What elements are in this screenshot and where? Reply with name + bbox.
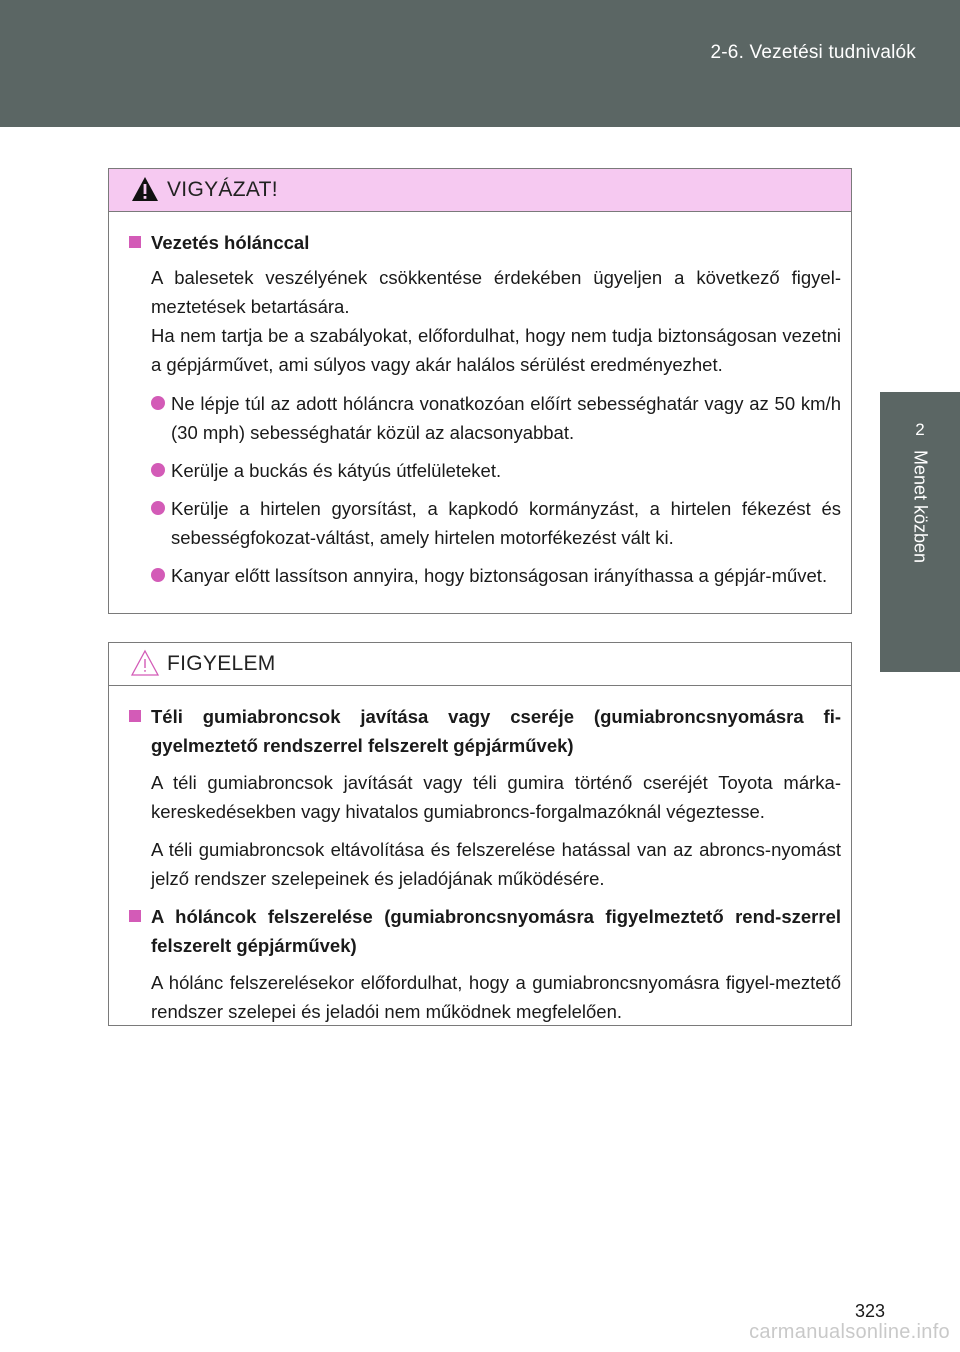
list-item: Kerülje a hirtelen gyorsítást, a kapkodó kormányzást, a hirtelen fékezést és sebességfokozat-váltást, amely hirtelen motorfékezést vált ki. — [129, 494, 841, 552]
square-bullet-icon — [129, 910, 141, 922]
chapter-number: 2 — [915, 420, 925, 439]
square-bullet-icon — [129, 710, 141, 722]
section-title: Vezetés hólánccal — [129, 228, 841, 257]
paragraph: A téli gumiabroncsok eltávolítása és felszerelése hatással van az abroncs-nyomást jelző rendszer szelepeinek és jeladójának működésére. — [151, 839, 841, 889]
warning-triangle-icon — [131, 175, 159, 203]
list-item: Kanyar előtt lassítson annyira, hogy biztonságosan irányíthassa a gépjár-művet. — [129, 561, 841, 590]
section-title: Téli gumiabroncsok javítása vagy cseréje (gumiabroncsnyomásra fi-gyelmeztető rendszerrel felszerelt gépjárművek) — [129, 702, 841, 760]
caution-triangle-icon — [131, 649, 159, 677]
notice-body — [109, 686, 851, 1026]
list-item: Kerülje a buckás és kátyús útfelületeket. — [129, 456, 841, 485]
watermark: carmanualsonline.info — [749, 1321, 950, 1343]
chapter-label: Menet közben — [910, 449, 931, 564]
chapter-title: 2-6. Vezetési tudnivalók — [710, 42, 916, 63]
notice-box — [108, 642, 852, 1026]
warning-box — [108, 168, 852, 614]
paragraph: Ha nem tartja be a szabályokat, előfordulhat, hogy nem tudja biztonságosan vezetni a gépjárművet, ami súlyos vagy akár halálos sérülést eredményezhet. — [151, 325, 841, 375]
paragraph: A hólánc felszerelésekor előfordulhat, hogy a gumiabroncsnyomásra figyel-meztető rendszer szelepei és jeladói nem működnek megfelelően. — [151, 972, 841, 1022]
paragraph: A téli gumiabroncsok javítását vagy téli gumira történő cseréjét Toyota márka-kereskedésekben vagy hivatalos gumiabroncs-forgalmazóknál végeztesse. — [151, 772, 841, 822]
warning-header — [109, 169, 851, 212]
round-bullet-icon — [151, 463, 165, 477]
notice-header — [109, 643, 851, 686]
square-bullet-icon — [129, 236, 141, 248]
section-title: A hóláncok felszerelése (gumiabroncsnyomásra figyelmeztető rend-szerrel felszerelt gépjárművek) — [129, 902, 841, 960]
warning-label: VIGYÁZAT! — [167, 178, 278, 201]
round-bullet-icon — [151, 501, 165, 515]
notice-label: FIGYELEM — [167, 652, 276, 675]
round-bullet-icon — [151, 568, 165, 582]
round-bullet-icon — [151, 396, 165, 410]
page-header — [0, 0, 960, 127]
warning-body — [109, 212, 851, 590]
page-number: 323 — [854, 1301, 885, 1321]
chapter-side-tab — [880, 392, 960, 672]
list-item: Ne lépje túl az adott hóláncra vonatkozóan előírt sebességhatár vagy az 50 km/h (30 mph) sebességhatár közül az alacsonyabbat. — [129, 389, 841, 447]
paragraph: A balesetek veszélyének csökkentése érdekében ügyeljen a következő figyel-meztetések betartására. — [151, 267, 841, 317]
